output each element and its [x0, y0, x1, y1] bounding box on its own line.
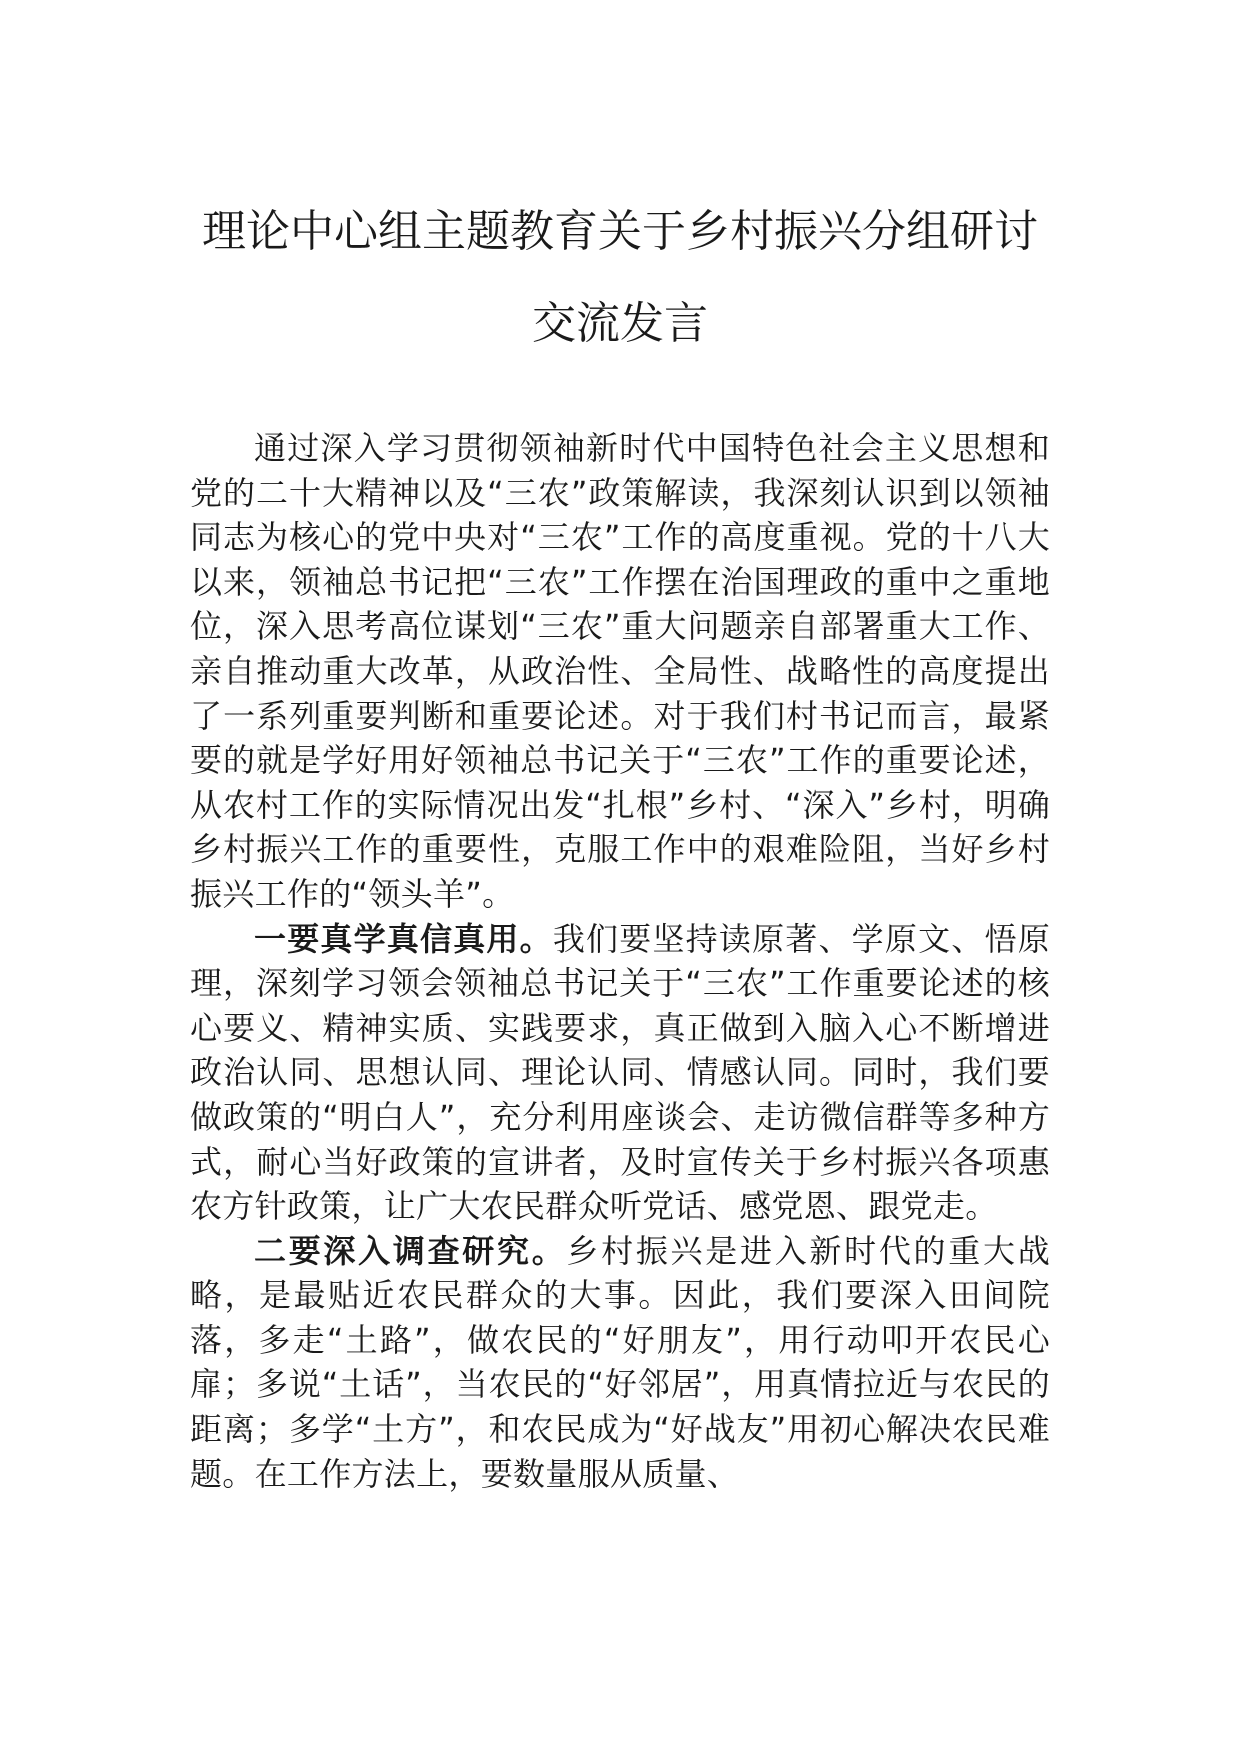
paragraph-intro [190, 426, 1050, 917]
paragraph-text: 乡村振兴是进入新时代的重大战略，是最贴近农民群众的大事。因此，我们要深入田间院落，多走“土路”，做农民的“好朋友”，用行动叩开农民心扉；多说“土话”，当农民的“好邻居”，用真情拉近与农民的距离；多学“土方”，和农民成为“好战友”用初心解决农民难题。在工作方法上，要数量服从质量、 [190, 1231, 1050, 1493]
paragraph-point-two [190, 1229, 1050, 1497]
paragraph-text: 通过深入学习贯彻领袖新时代中国特色社会主义思想和党的二十大精神以及“三农”政策解读，我深刻认识到以领袖同志为核心的党中央对“三农”工作的高度重视。党的十八大以来，领袖总书记把“三农”工作摆在治国理政的重中之重地位，深入思考高位谋划“三农”重大问题亲自部署重大工作、亲自推动重大改革，从政治性、全局性、战略性的高度提出了一系列重要判断和重要论述。对于我们村书记而言，最紧要的就是学好用好领袖总书记关于“三农”工作的重要论述，从农村工作的实际情况出发“扎根”乡村、“深入”乡村，明确乡村振兴工作的重要性，克服工作中的艰难险阻，当好乡村振兴工作的“领头羊”。 [190, 429, 1050, 913]
paragraph-text: 我们要坚持读原著、学原文、悟原理，深刻学习领会领袖总书记关于“三农”工作重要论述的核心要义、精神实质、实践要求，真正做到入脑入心不断增进政治认同、思想认同、理论认同、情感认同。同时，我们要做政策的“明白人”，充分利用座谈会、走访微信群等多种方式，耐心当好政策的宣讲者，及时宣传关于乡村振兴各项惠农方针政策，让广大农民群众听党话、感党恩、跟党走。 [190, 919, 1050, 1226]
paragraph-point-one [190, 917, 1050, 1229]
document-body [190, 426, 1050, 1496]
paragraph-lead: 二要深入调查研究。 [254, 1231, 567, 1270]
document-title: 理论中心组主题教育关于乡村振兴分组研讨交流发言 [202, 206, 1038, 349]
paragraph-lead: 一要真学真信真用。 [254, 919, 553, 958]
